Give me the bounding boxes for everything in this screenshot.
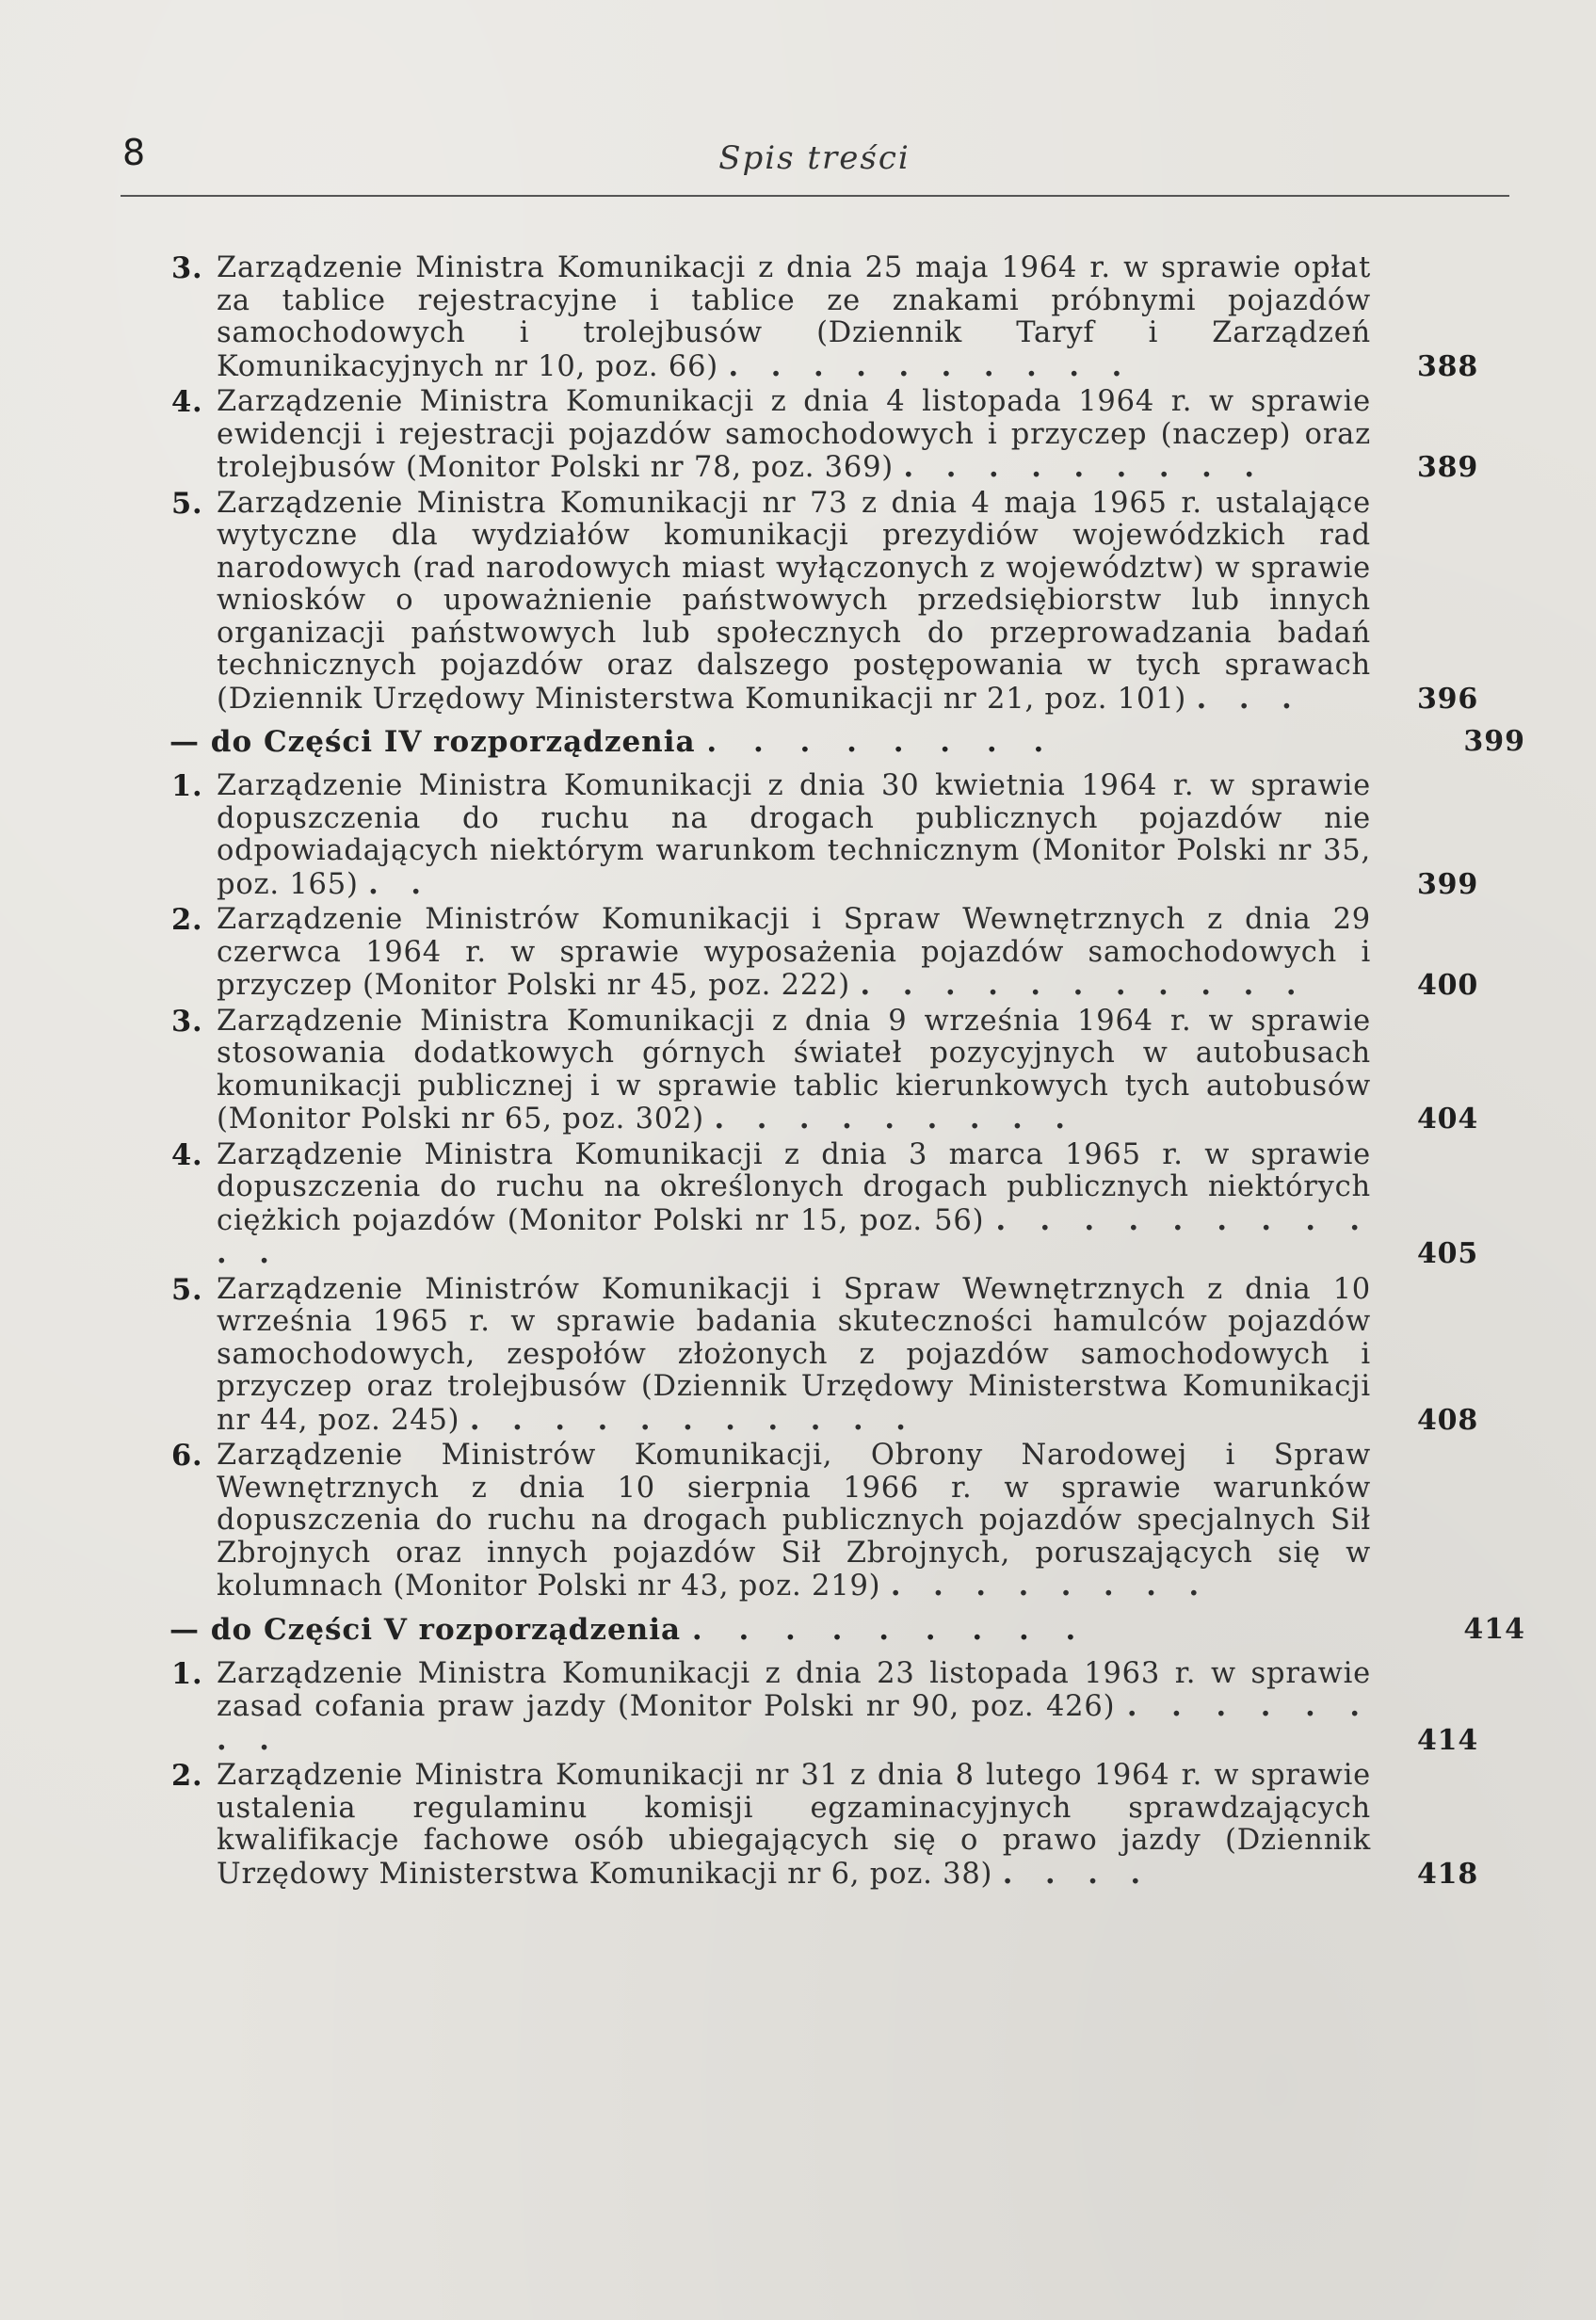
header-rule — [121, 195, 1509, 197]
page-header — [122, 132, 1507, 188]
section-label: — do Części IV rozporządzenia — [169, 725, 696, 759]
entry-number: 3. — [171, 251, 203, 285]
entry-page: 388 — [1416, 349, 1478, 383]
leader-dots: . . . . . . . . . . — [728, 348, 1134, 383]
leader-dots: . . . . . . . . — [706, 725, 1057, 759]
toc-entry — [171, 1004, 1478, 1136]
page-number: 8 — [122, 132, 146, 173]
toc-entry — [171, 903, 1478, 1003]
leader-dots: . . . . . . . . . — [691, 1612, 1089, 1647]
entry-page: 389 — [1416, 451, 1478, 484]
running-head: Spis treści — [718, 139, 911, 177]
entry-text: Zarządzenie Ministra Komunikacji z dnia 25 maja 1964 r. w sprawie opłat za tablice rejestracyjne i tablice ze znakami próbnymi pojazdów samochodowych i trolejbusów (Dziennik Taryf i Zarządzeń Komunikacyjnych nr 10, poz. 66) — [217, 251, 1371, 383]
leader-dots: . . . . . . . . — [217, 1689, 1371, 1757]
toc-entry — [171, 1272, 1478, 1438]
entry-text: Zarządzenie Ministra Komunikacji z dnia 9 września 1964 r. w sprawie stosowania dodatkowych górnych świateł pozycyjnych w autobusach komunikacji publicznej i w sprawie tablic kierunkowych tych autobusów (Monitor Polski nr 65, poz. 302) — [217, 1004, 1371, 1136]
entry-page: 396 — [1416, 682, 1478, 716]
section-label: — do Części V rozporządzenia — [169, 1612, 682, 1647]
entry-number: 1. — [171, 769, 203, 803]
section-page: 399 — [1463, 725, 1525, 758]
leader-dots: . . . . . . . . . . . — [217, 1202, 1371, 1270]
entry-page: 418 — [1416, 1857, 1478, 1891]
leader-dots: . . . — [1196, 681, 1303, 716]
table-of-contents — [169, 251, 1525, 1891]
entry-text: Zarządzenie Ministra Komunikacji nr 73 z dnia 4 maja 1965 r. ustalające wytyczne dla wydziałów komunikacji prezydiów wojewódzkich rad narodowych (rad narodowych miast wyłączonych z województw) w sprawie wniosków o upoważnienie państwowych przedsiębiorstw lub innych organizacji państwowych lub społecznych do przeprowadzania badań technicznych pojazdów oraz dalszego postępowania w tych sprawach (Dziennik Urzędowy Ministerstwa Komunikacji nr 21, poz. 101) — [217, 486, 1371, 716]
toc-entry — [171, 769, 1478, 901]
entry-number: 1. — [171, 1656, 203, 1691]
toc-entry — [171, 1759, 1478, 1891]
entry-page: 399 — [1416, 867, 1478, 901]
entry-text: Zarządzenie Ministra Komunikacji z dnia 30 kwietnia 1964 r. w sprawie dopuszczenia do ruchu na drogach publicznych pojazdów nie odpowiadających niektórym warunkom technicznym (Monitor Polski nr 35, poz. 165) — [217, 769, 1371, 901]
toc-entry — [171, 1137, 1478, 1271]
section-heading-iv — [169, 725, 1525, 759]
leader-dots: . . . . . . . . . — [903, 450, 1266, 484]
entry-text: Zarządzenie Ministra Komunikacji z dnia 4 listopada 1964 r. w sprawie ewidencji i rejestracji pojazdów samochodowych i przyczep (naczep) oraz trolejbusów (Monitor Polski nr 78, poz. 369) — [217, 385, 1371, 484]
leader-dots: . . . . . . . . — [890, 1569, 1211, 1603]
toc-entry — [171, 385, 1478, 485]
leader-dots: . . . . . . . . . — [714, 1102, 1076, 1136]
entry-number: 4. — [171, 1137, 203, 1172]
entry-text: Zarządzenie Ministrów Komunikacji i Spraw Wewnętrznych z dnia 10 września 1965 r. w sprawie badania skuteczności hamulców pojazdów samochodowych, zespołów złożonych z pojazdów samochodowych i przyczep oraz trolejbusów (Dziennik Urzędowy Ministerstwa Komunikacji nr 44, poz. 245) — [217, 1272, 1371, 1437]
section-page: 414 — [1463, 1612, 1525, 1646]
entry-page: 404 — [1416, 1103, 1478, 1136]
leader-dots: . . — [368, 866, 433, 901]
entry-page: 405 — [1416, 1237, 1478, 1270]
entry-number: 5. — [171, 1272, 203, 1307]
toc-entry — [171, 486, 1478, 717]
entry-text: Zarządzenie Ministra Komunikacji nr 31 z dnia 8 lutego 1964 r. w sprawie ustalenia regulaminu komisji egzaminacyjnych sprawdzających kwalifikacje fachowe osób ubiegających się o prawo jazdy (Dziennik Urzędowy Ministerstwa Komunikacji nr 6, poz. 38) — [217, 1759, 1371, 1891]
entry-number: 2. — [171, 1759, 203, 1793]
entry-text: Zarządzenie Ministrów Komunikacji i Spraw Wewnętrznych z dnia 29 czerwca 1964 r. w sprawie wyposażenia pojazdów samochodowych i przyczep (Monitor Polski nr 45, poz. 222) — [217, 903, 1371, 1002]
entry-text: Zarządzenie Ministrów Komunikacji, Obrony Narodowej i Spraw Wewnętrznych z dnia 10 sierpnia 1966 r. w sprawie warunków dopuszczenia do ruchu na drogach publicznych pojazdów specjalnych Sił Zbrojnych oraz innych pojazdów Sił Zbrojnych, poruszających się w kolumnach (Monitor Polski nr 43, poz. 219) — [217, 1439, 1371, 1603]
leader-dots: . . . . . . . . . . . — [469, 1402, 917, 1437]
section-heading-v — [169, 1612, 1525, 1647]
leader-dots: . . . . — [1002, 1856, 1153, 1891]
entry-number: 5. — [171, 486, 203, 521]
entry-page: 400 — [1416, 969, 1478, 1002]
entry-number: 6. — [171, 1439, 203, 1473]
toc-entry — [171, 251, 1478, 383]
toc-entry — [171, 1439, 1478, 1603]
entry-number: 2. — [171, 903, 203, 937]
entry-text: Zarządzenie Ministra Komunikacji z dnia 23 listopada 1963 r. w sprawie zasad cofania praw jazdy (Monitor Polski nr 90, poz. 426) — [217, 1656, 1371, 1723]
leader-dots: . . . . . . . . . . . — [860, 968, 1308, 1002]
entry-page: 414 — [1416, 1723, 1478, 1757]
entry-number: 3. — [171, 1004, 203, 1039]
entry-text: Zarządzenie Ministra Komunikacji z dnia 3 marca 1965 r. w sprawie dopuszczenia do ruchu na określonych drogach publicznych niektórych ciężkich pojazdów (Monitor Polski nr 15, poz. 56) — [217, 1137, 1371, 1237]
entry-page: 408 — [1416, 1403, 1478, 1437]
toc-entry — [171, 1656, 1478, 1758]
entry-number: 4. — [171, 385, 203, 419]
